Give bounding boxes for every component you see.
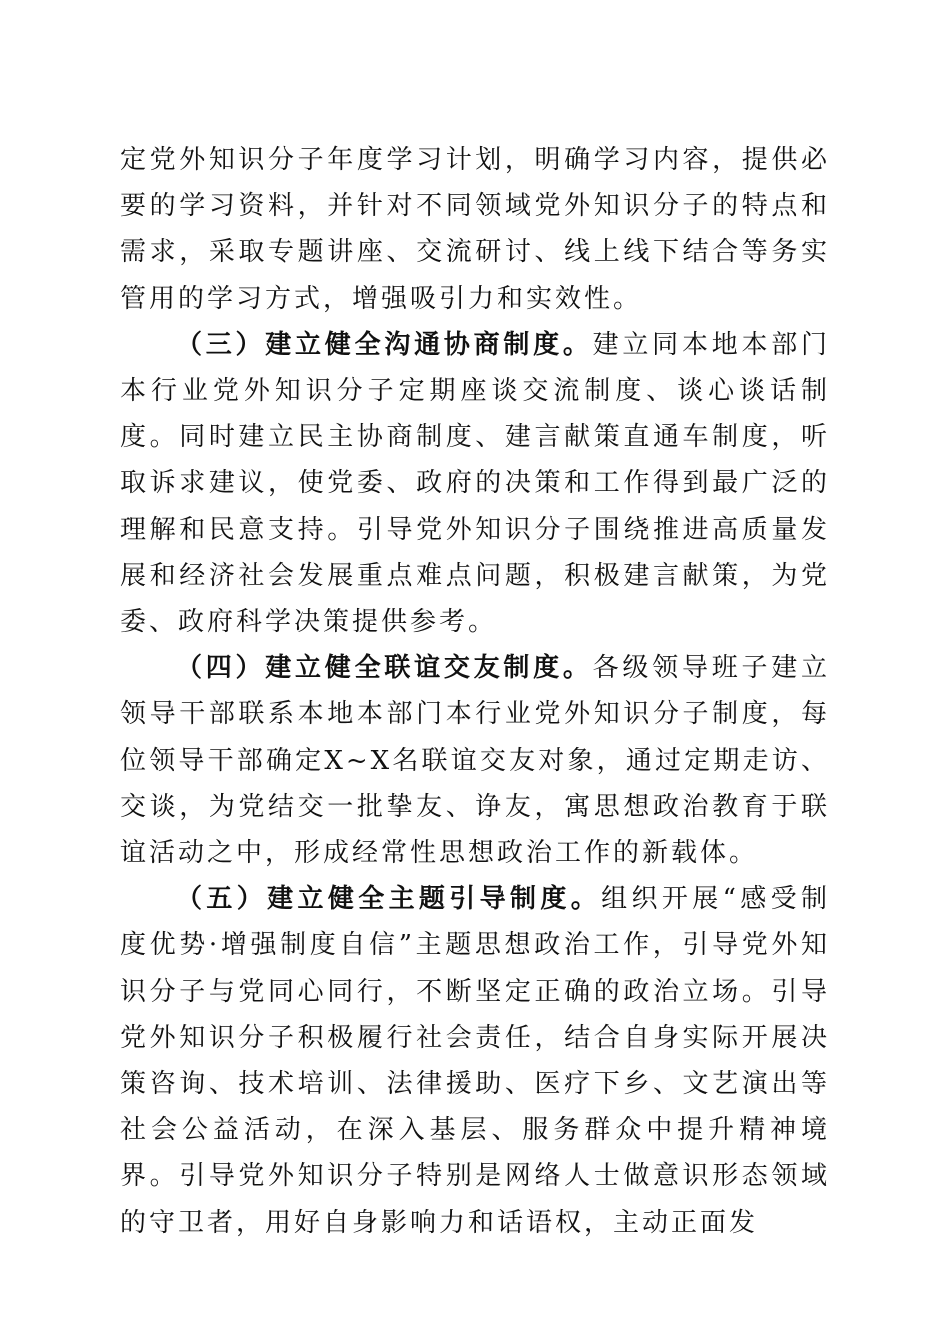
paragraph-text: 定党外知识分子年度学习计划，明确学习内容，提供必要的学习资料，并针对不同领域党外知识分子的特点和需求，采取专题讲座、交流研讨、线上线下结合等务实管用的学习方式，增强吸引力和实效性。 xyxy=(120,145,830,314)
paragraph-text: 各级领导班子建立领导干部联系本地本部门本行业党外知识分子制度，每位领导干部确定X~X名联谊交友对象，通过定期走访、交谈，为党结交一批挚友、诤友，寓思想政治教育于联谊活动之中，形成经常性思想政治工作的新载体。 xyxy=(120,653,830,869)
paragraph-continuation xyxy=(120,137,830,322)
paragraph-communication-system xyxy=(120,322,830,645)
section-heading-5: （五）建立健全主题引导制度。 xyxy=(176,884,602,915)
paragraph-theme-guidance-system xyxy=(120,876,830,1246)
section-heading-4: （四）建立健全联谊交友制度。 xyxy=(176,653,593,684)
paragraph-text: 建立同本地本部门本行业党外知识分子定期座谈交流制度、谈心谈话制度。同时建立民主协商制度、建言献策直通车制度，听取诉求建议，使党委、政府的决策和工作得到最广泛的理解和民意支持。引导党外知识分子围绕推进高质量发展和经济社会发展重点难点问题，积极建言献策，为党委、政府科学决策提供参考。 xyxy=(120,329,830,638)
paragraph-friendship-system xyxy=(120,645,830,876)
document-body xyxy=(120,137,830,1246)
section-heading-3: （三）建立健全沟通协商制度。 xyxy=(176,329,593,360)
paragraph-text: 组织开展“感受制度优势·增强制度自信”主题思想政治工作，引导党外知识分子与党同心同行，不断坚定正确的政治立场。引导党外知识分子积极履行社会责任，结合自身实际开展决策咨询、技术培训、法律援助、医疗下乡、文艺演出等社会公益活动，在深入基层、服务群众中提升精神境界。引导党外知识分子特别是网络人士做意识形态领域的守卫者，用好自身影响力和话语权，主动正面发 xyxy=(120,884,830,1238)
